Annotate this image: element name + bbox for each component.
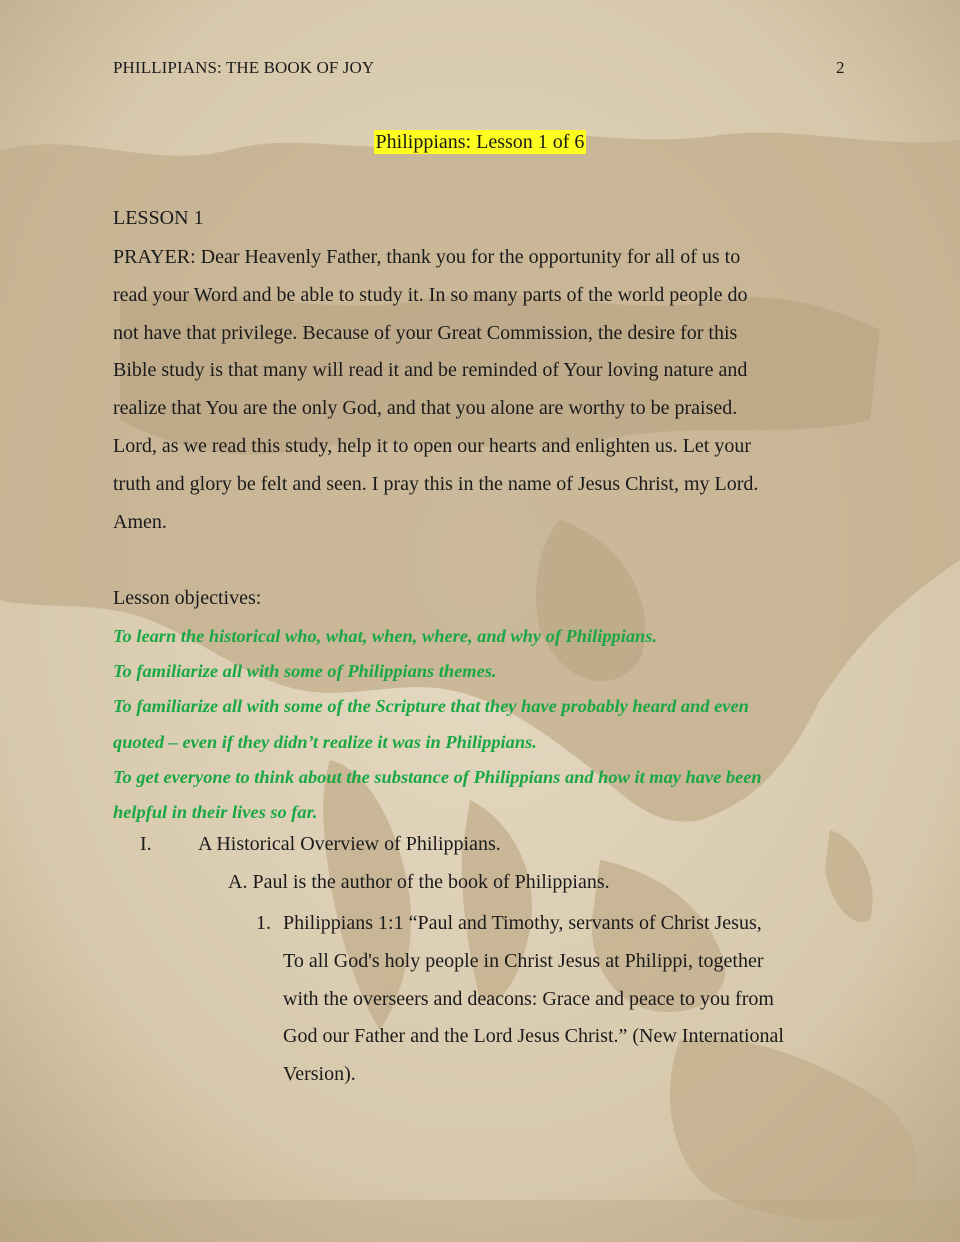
prayer-line: realize that You are the only God, and that you alone are worthy to be praised. — [113, 397, 738, 420]
prayer-line: Bible study is that many will read it and be reminded of Your loving nature and — [113, 359, 748, 382]
outline-section-label: A Historical Overview of Philippians. — [198, 833, 501, 855]
lesson-heading: LESSON 1 — [113, 207, 204, 229]
prayer-line: not have that privilege. Because of your Great Commission, the desire for this — [113, 321, 738, 344]
prayer-line: truth and glory be felt and seen. I pray this in the name of Jesus Christ, my Lord. — [113, 472, 759, 495]
objectives-heading: Lesson objectives: — [113, 587, 262, 609]
objectives-list — [113, 619, 853, 830]
outline-item-body — [283, 905, 784, 1094]
outline-item-line: To all God's holy people in Christ Jesus at Philippi, together — [283, 949, 764, 972]
prayer-paragraph — [113, 239, 833, 541]
prayer-line: read your Word and be able to study it. In so many parts of the world people do — [113, 283, 748, 306]
outline-item-line: with the overseers and deacons: Grace and peace to you from — [283, 987, 774, 1010]
lesson-title: Philippians: Lesson 1 of 6 — [375, 131, 585, 153]
outline-item-line: God our Father and the Lord Jesus Christ.” (New International — [283, 1025, 784, 1048]
page-number: 2 — [836, 58, 845, 77]
running-header-title: PHILLIPIANS: THE BOOK OF JOY — [113, 58, 375, 77]
prayer-line: Amen. — [113, 510, 167, 533]
outline-subsection: A. Paul is the author of the book of Philippians. — [228, 871, 610, 893]
outline-item-number: 1. — [256, 912, 271, 934]
prayer-line: PRAYER: Dear Heavenly Father, thank you for the opportunity for all of us to — [113, 246, 741, 268]
outline-section — [140, 833, 501, 856]
objective-line: To learn the historical who, what, when, where, and why of Philippians. — [113, 626, 658, 646]
objective-line: To familiarize all with some of the Scripture that they have probably heard and even — [113, 696, 749, 717]
objective-line: helpful in their lives so far. — [113, 802, 318, 823]
outline-item-line: Version). — [283, 1063, 356, 1086]
lesson-title-row — [0, 131, 960, 154]
prayer-line: Lord, as we read this study, help it to open our hearts and enlighten us. Let your — [113, 434, 751, 457]
outline-item-line: Philippians 1:1 “Paul and Timothy, servants of Christ Jesus, — [283, 912, 762, 934]
objective-line: To get everyone to think about the substance of Philippians and how it may have been — [113, 766, 762, 787]
objective-line: To familiarize all with some of Philippians themes. — [113, 661, 497, 682]
outline-section-numeral: I. — [140, 833, 152, 855]
objective-line: quoted – even if they didn’t realize it was in Philippians. — [113, 731, 537, 752]
